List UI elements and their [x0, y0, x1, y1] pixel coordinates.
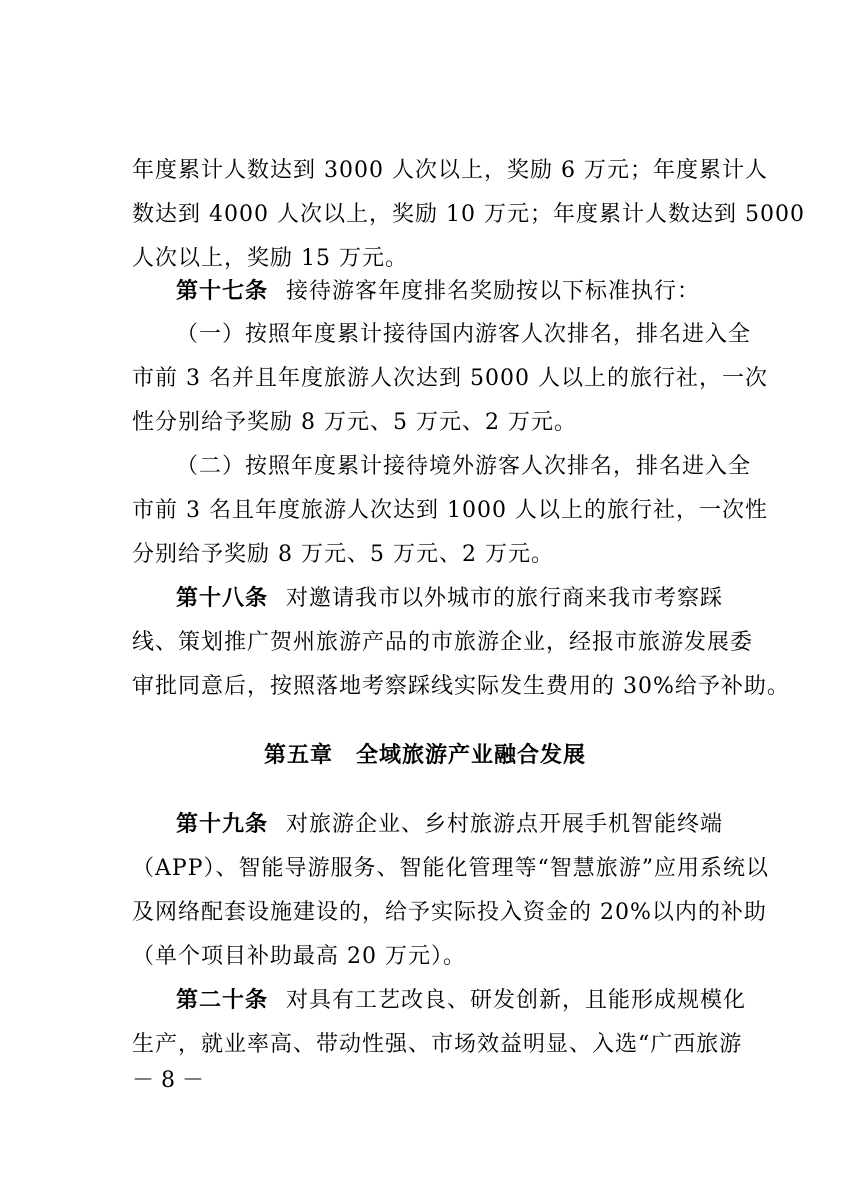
article-20-line: 生产，就业率高、带动性强、市场效益明显、入选“广西旅游	[132, 1032, 743, 1057]
article-17-line	[176, 269, 742, 315]
article-17-item-2-line: 市前 3 名且年度旅游人次达到 1000 人以上的旅行社，一次性	[132, 498, 768, 523]
text-line: 人次以上，奖励 15 万元。	[132, 246, 408, 271]
article-20-line	[176, 978, 747, 1024]
article-18-heading: 第十八条	[176, 586, 269, 611]
article-19-text: 对旅游企业、乡村旅游点开展手机智能终端	[286, 812, 724, 837]
article-19-line	[176, 802, 742, 848]
article-17-item-1-line: 性分别给予奖励 8 万元、5 万元、2 万元。	[132, 410, 577, 435]
chapter-title: 第五章 全域旅游产业融合发展	[263, 743, 586, 768]
article-17-item-1-line: 市前 3 名并且年度旅游人次达到 5000 人以上的旅行社，一次	[132, 366, 768, 391]
article-17-text: 接待游客年度排名奖励按以下标准执行：	[286, 279, 701, 304]
article-18-text: 对邀请我市以外城市的旅行商来我市考察踩	[286, 586, 724, 611]
article-20-text: 对具有工艺改良、研发创新，且能形成规模化	[286, 988, 747, 1013]
article-19-line: （单个项目补助最高 20 万元）。	[132, 944, 466, 969]
article-17-heading: 第十七条	[176, 279, 269, 304]
page-number: － 8 －	[132, 1068, 204, 1093]
article-17-item-2-line: （二）按照年度累计接待境外游客人次排名，排名进入全	[176, 454, 752, 479]
article-17-item-2-line: 分别给予奖励 8 万元、5 万元、2 万元。	[132, 542, 554, 567]
article-18-line: 审批同意后，按照落地考察踩线实际发生费用的 30%给予补助。	[132, 674, 790, 699]
text-line: 数达到 4000 人次以上，奖励 10 万元；年度累计人数达到 5000	[132, 202, 805, 227]
article-19-line: （APP）、智能导游服务、智能化管理等“智慧旅游”应用系统以	[132, 856, 769, 881]
text-line: 年度累计人数达到 3000 人次以上，奖励 6 万元；年度累计人	[132, 158, 768, 183]
article-17-item-1-line: （一）按照年度累计接待国内游客人次排名，排名进入全	[176, 322, 752, 347]
article-18-line: 线、策划推广贺州旅游产品的市旅游企业，经报市旅游发展委	[132, 630, 754, 655]
article-18-line	[176, 576, 742, 622]
article-20-heading: 第二十条	[176, 988, 269, 1013]
article-19-line: 及网络配套设施建设的，给予实际投入资金的 20%以内的补助	[132, 900, 767, 925]
article-19-heading: 第十九条	[176, 812, 269, 837]
